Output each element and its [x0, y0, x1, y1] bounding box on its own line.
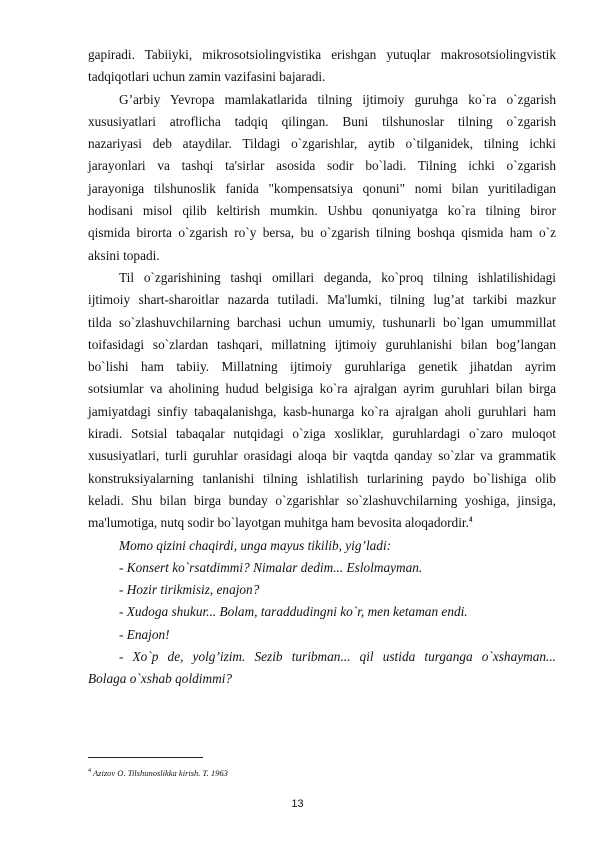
dialogue-line: Bolaga o`xshab qoldimmi? — [88, 671, 233, 687]
dialogue-line: Momo qizini chaqirdi, unga mayus tikilib, yig’ladi: — [119, 537, 392, 553]
dialogue-line: - Konsert ko`rsatdimmi? Nimalar dedim... Eslolmayman. — [119, 559, 423, 575]
text-line: tadqiqotlari uchun zamin vazifasini bajaradi. — [88, 69, 326, 85]
footnote-text: Azizov O. Tilshunoslikka kirish. T. 1963 — [92, 768, 228, 778]
text-line: sotsiumlar va aholining hudud belgisiga ko`ra ajralgan ayrim guruhlari bilan birga — [88, 381, 556, 397]
text-line: xususiyatlari atroflicha tadqiq qilingan. Buni tilshunoslar tilning o`zgarish — [88, 113, 556, 129]
footnote-number: 4 — [88, 768, 91, 775]
paragraph-start: Til o`zgarishining tashqi omillari deganda, ko`proq tilning ishlatilishidagi — [119, 269, 556, 285]
dialogue-line: - Xudoga shukur... Bolam, taraddudingni ko`r, men ketaman endi. — [119, 604, 468, 620]
text-line: bo`lishi ham tabiiy. Millatning ijtimoiy guruhlariga genetik jihatdan ayrim — [88, 359, 556, 375]
text-line: aksini topadi. — [88, 247, 160, 263]
text-line: jamiyatdagi sinfiy tabaqalanishga, kasb-hunarga ko`ra ajralgan aholi guruhlari ham — [88, 403, 556, 419]
text-line: tilda so`zlashuvchilarning barchasi uchun umumiy, tushunarli bo`lgan umummillat — [88, 314, 556, 330]
text-line: qismida birorta o`zgarish ro`y bersa, bu o`zgarish tilning boshqa qismida ham o`z — [88, 225, 556, 241]
dialogue-line: - Hozir tirikmisiz, enajon? — [119, 582, 260, 598]
text-line: hodisani misol qilib keltirish mumkin. Ushbu qonuniyatga ko`ra tilning biror — [88, 203, 556, 219]
text-line: ijtimoiy shart-sharoitlar nazarda tutiladi. Ma'lumki, tilning lug’at tarkibi mazkur — [88, 292, 556, 308]
text-line: toifasidagi so`zlardan tashqari, millatning ijtimoiy guruhlanishi bilan bog’langan — [88, 336, 556, 352]
text-line: nazariyasi deb ataydilar. Tildagi o`zgarishlar, aytib o`tilganidek, tilning ichki — [88, 136, 556, 152]
dialogue-line: - Xo`p de, yolg’izim. Sezib turibman... qil ustida turganga o`xshayman... — [119, 649, 556, 665]
text-line: jarayonlari va tashqi ta'sirlar asosida sodir bo`ladi. Tilning ichki o`zgarish — [88, 158, 556, 174]
text-line: ma'lumotiga, nutq sodir bo`layotgan muhitga ham bevosita aloqadordir. — [88, 515, 469, 531]
paragraph-start: G’arbiy Yevropa mamlakatlarida tilning ijtimoiy guruhga ko`ra o`zgarish — [119, 91, 556, 107]
text-line: keladi. Shu bilan birga bunday o`zgarishlar so`zlashuvchilarning yoshiga, jinsiga, — [88, 492, 556, 508]
footnote-reference[interactable]: 4 — [468, 515, 473, 524]
text-line: konstruksiyalarning tanlanishi tilning ishlatilish turlarining paydo bo`lishiga olib — [88, 470, 556, 486]
text-line: gapiradi. Tabiiyki, mikrosotsiolingvistika erishgan yutuqlar makrosotsiolingvistik — [88, 47, 556, 62]
footnote — [88, 768, 228, 778]
text-line: jarayoniga tilshunoslik fanida "kompensatsiya qonuni" nomi bilan yuritiladigan — [88, 180, 556, 196]
page-number: 13 — [291, 798, 304, 810]
document-body — [88, 44, 556, 691]
footnote-divider — [88, 757, 203, 758]
text-line-with-footnote — [88, 512, 556, 534]
text-line: kiradi. Sotsial tabaqalar nutqidagi o`ziga xosliklar, guruhlardagi o`zaro muloqot — [88, 426, 556, 442]
dialogue-line: - Enajon! — [119, 626, 170, 642]
text-line: xususiyatlari, turli guruhlar orasidagi aloqa bir vaqtda qanday so`zlar va grammatik — [88, 448, 556, 464]
